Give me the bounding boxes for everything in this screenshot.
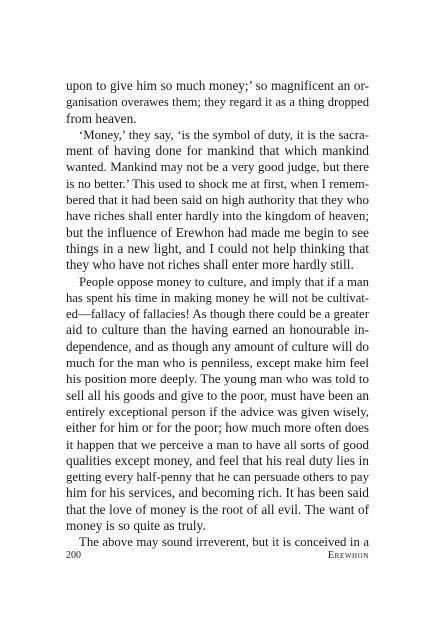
text-line: it happen that we perceive a man to have all sorts of good <box>66 436 369 452</box>
text-line: from heaven. <box>66 110 137 126</box>
text-line: ‘Money,’ they say, ‘is the symbol of duty, it is the sacra- <box>79 127 369 142</box>
text-line: sell all his goods and give to the poor, must have been an <box>66 387 369 403</box>
text-line: has spent his time in making money he will not be cultivat- <box>66 290 369 305</box>
text-line: dependence, and as though any amount of culture will do <box>66 338 369 354</box>
text-line: is no better.’ This used to shock me at first, when I remem- <box>66 176 369 191</box>
text-line: but the influence of Erewhon had made me begin to see <box>66 224 369 240</box>
text-line: aid to culture than the having earned an honourable in- <box>66 322 369 338</box>
text-line: they who have not riches shall enter more hardly still. <box>66 257 354 273</box>
text-line: either for him or for the poor; how much more often does <box>66 420 369 436</box>
text-line: things in a new light, and I could not help thinking that <box>66 240 369 256</box>
text-line: The above may sound irreverent, but it is conceived in a <box>79 535 369 550</box>
text-line: bered that it had been said on high authority that they who <box>66 192 369 208</box>
text-line: wanted. Mankind may not be a very good judge, but there <box>66 159 369 175</box>
text-line: his position more deeply. The young man who was told to <box>66 371 369 387</box>
text-line: have riches shall enter hardly into the kingdom of heaven; <box>66 208 369 224</box>
text-line: him for his services, and becoming rich. It has been said <box>66 485 369 501</box>
text-line: getting every half-penny that he can persuade others to pay <box>66 470 369 485</box>
body-text <box>66 78 369 551</box>
text-line: ed—fallacy of fallacies! As though there could be a greater <box>66 307 369 322</box>
page-number: 200 <box>66 550 81 561</box>
text-line: that the love of money is the root of all evil. The want of <box>66 501 369 517</box>
running-head: Erewhon <box>327 550 369 561</box>
text-line: much for the man who is penniless, except make him feel <box>66 355 369 371</box>
text-line: ment of having done for mankind that which mankind <box>66 143 369 159</box>
text-line: entirely exceptional person if the advice was given wisely, <box>66 404 369 419</box>
text-line: money is so quite as truly. <box>66 518 206 534</box>
text-line: upon to give him so much money;’ so magnificent an or- <box>66 78 369 93</box>
text-line: qualities except money, and feel that his real duty lies in <box>66 452 369 468</box>
text-line: ganisation overawes them; they regard it as a thing dropped <box>66 95 369 110</box>
page-footer <box>66 550 369 564</box>
text-line: People oppose money to culture, and imply that if a man <box>79 274 369 289</box>
